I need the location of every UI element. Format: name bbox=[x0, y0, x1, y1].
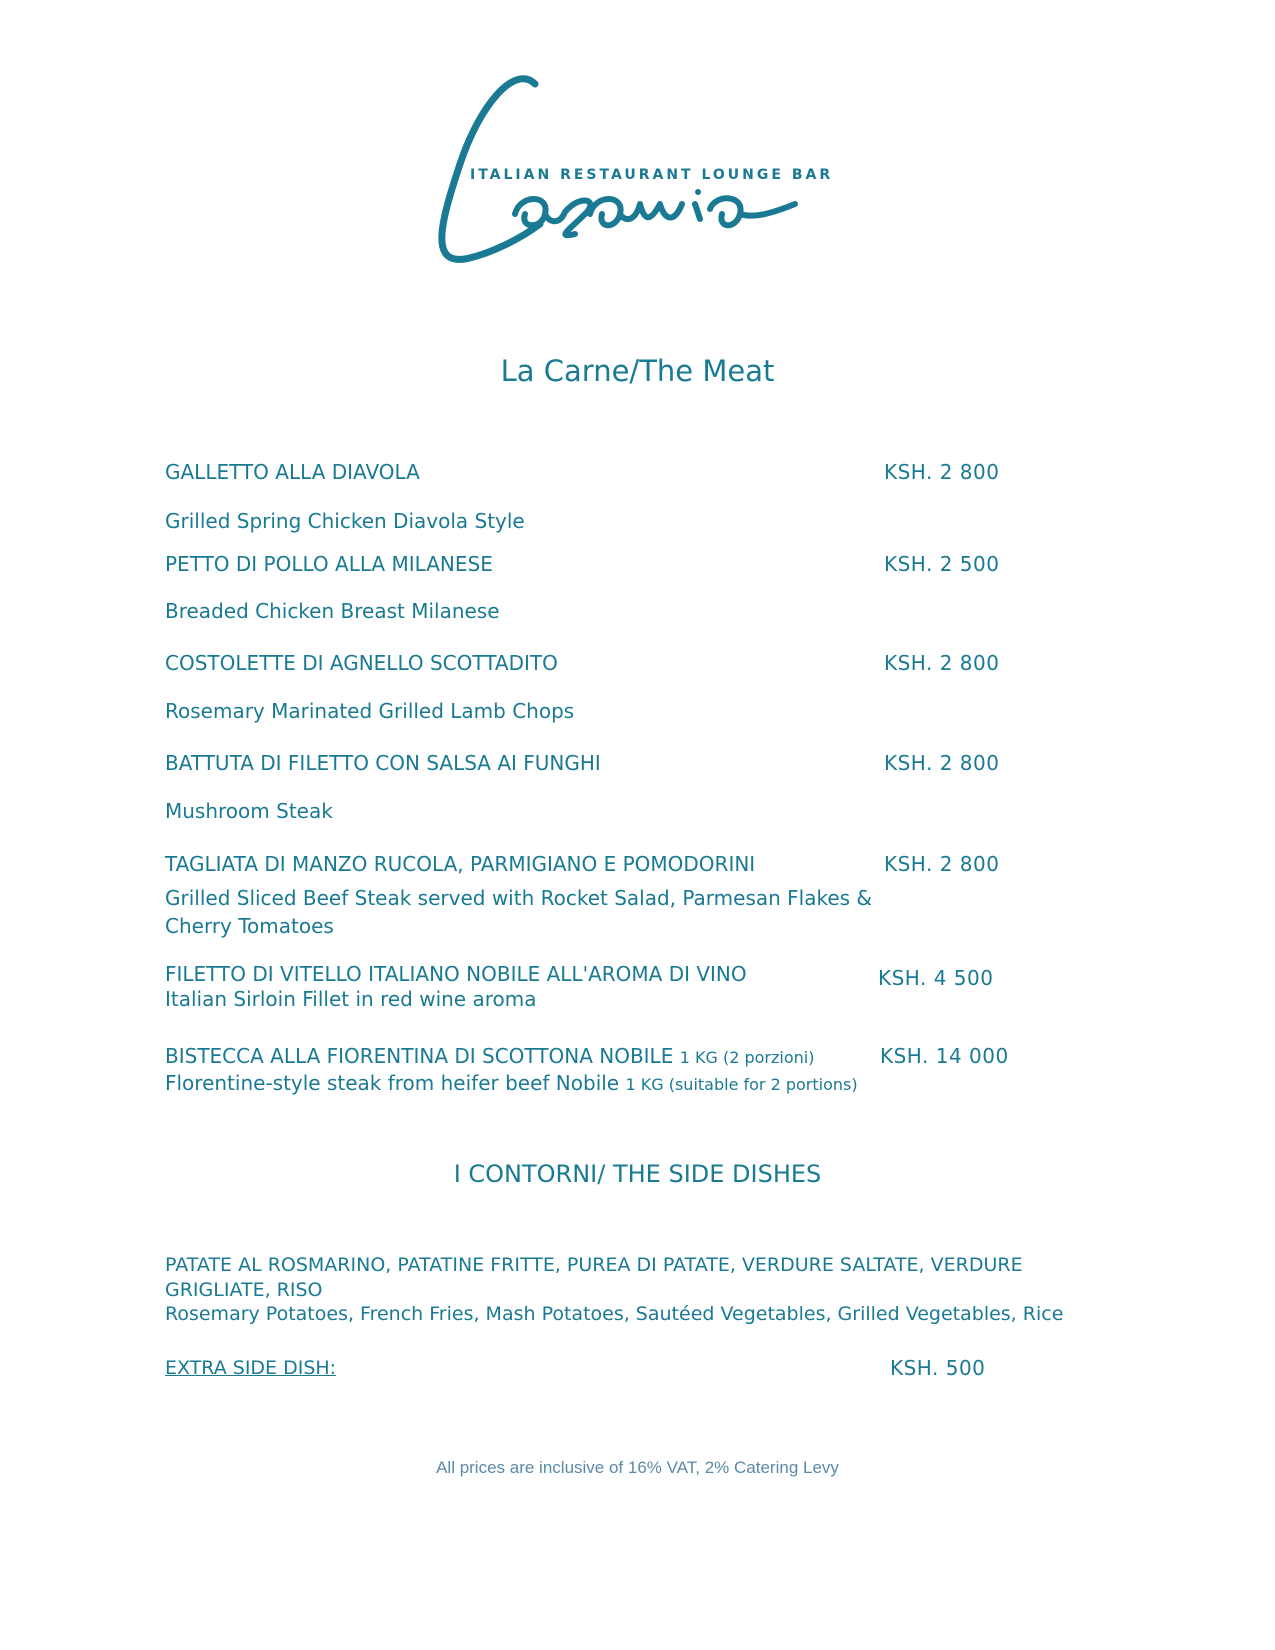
item-description: Breaded Chicken Breast Milanese bbox=[165, 599, 500, 623]
extra-side-dish-label: EXTRA SIDE DISH: bbox=[165, 1357, 337, 1379]
item-description-note: 1 KG (suitable for 2 portions) bbox=[625, 1075, 858, 1094]
item-description: Rosemary Marinated Grilled Lamb Chops bbox=[165, 699, 575, 723]
item-name-note: 1 KG (2 porzioni) bbox=[679, 1048, 815, 1067]
item-price: KSH. 2 800 bbox=[884, 751, 1000, 775]
sides-section-title: I CONTORNI/ THE SIDE DISHES bbox=[453, 1160, 822, 1188]
item-name: PETTO DI POLLO ALLA MILANESE bbox=[165, 552, 493, 576]
vat-footer-note: All prices are inclusive of 16% VAT, 2% Catering Levy bbox=[436, 1458, 839, 1477]
item-description: Grilled Spring Chicken Diavola Style bbox=[165, 509, 525, 533]
extra-side-dish-price: KSH. 500 bbox=[890, 1356, 986, 1380]
item-name: BATTUTA DI FILETTO CON SALSA AI FUNGHI bbox=[165, 751, 601, 775]
item-description-text: Florentine-style steak from heifer beef Nobile bbox=[165, 1071, 620, 1095]
item-name: FILETTO DI VITELLO ITALIANO NOBILE ALL'AROMA DI VINO bbox=[165, 962, 747, 986]
item-name: GALLETTO ALLA DIAVOLA bbox=[165, 460, 420, 484]
item-description: Italian Sirloin Fillet in red wine aroma bbox=[165, 987, 537, 1011]
item-description bbox=[165, 1071, 858, 1095]
item-description: Grilled Sliced Beef Steak served with Rocket Salad, Parmesan Flakes & Cherry Tomatoes bbox=[165, 886, 873, 938]
item-price: KSH. 14 000 bbox=[880, 1044, 1009, 1068]
sides-english: Rosemary Potatoes, French Fries, Mash Potatoes, Sautéed Vegetables, Grilled Vegetables, Rice bbox=[165, 1303, 1064, 1325]
item-description: Mushroom Steak bbox=[165, 799, 333, 823]
item-price: KSH. 4 500 bbox=[878, 966, 994, 990]
sides-italian: PATATE AL ROSMARINO, PATATINE FRITTE, PUREA DI PATATE, VERDURE SALTATE, VERDURE GRIGLIATE, RISO bbox=[165, 1254, 1023, 1301]
meat-section-title: La Carne/The Meat bbox=[500, 354, 775, 388]
item-price: KSH. 2 800 bbox=[884, 651, 1000, 675]
item-name-text: BISTECCA ALLA FIORENTINA DI SCOTTONA NOBILE bbox=[165, 1044, 674, 1068]
item-name bbox=[165, 1044, 814, 1068]
item-price: KSH. 2 800 bbox=[884, 460, 1000, 484]
item-name: COSTOLETTE DI AGNELLO SCOTTADITO bbox=[165, 651, 558, 675]
item-price: KSH. 2 500 bbox=[884, 552, 1000, 576]
item-price: KSH. 2 800 bbox=[884, 852, 1000, 876]
restaurant-tagline: ITALIAN RESTAURANT LOUNGE BAR bbox=[470, 167, 834, 183]
item-name: TAGLIATA DI MANZO RUCOLA, PARMIGIANO E POMODORINI bbox=[165, 852, 756, 876]
